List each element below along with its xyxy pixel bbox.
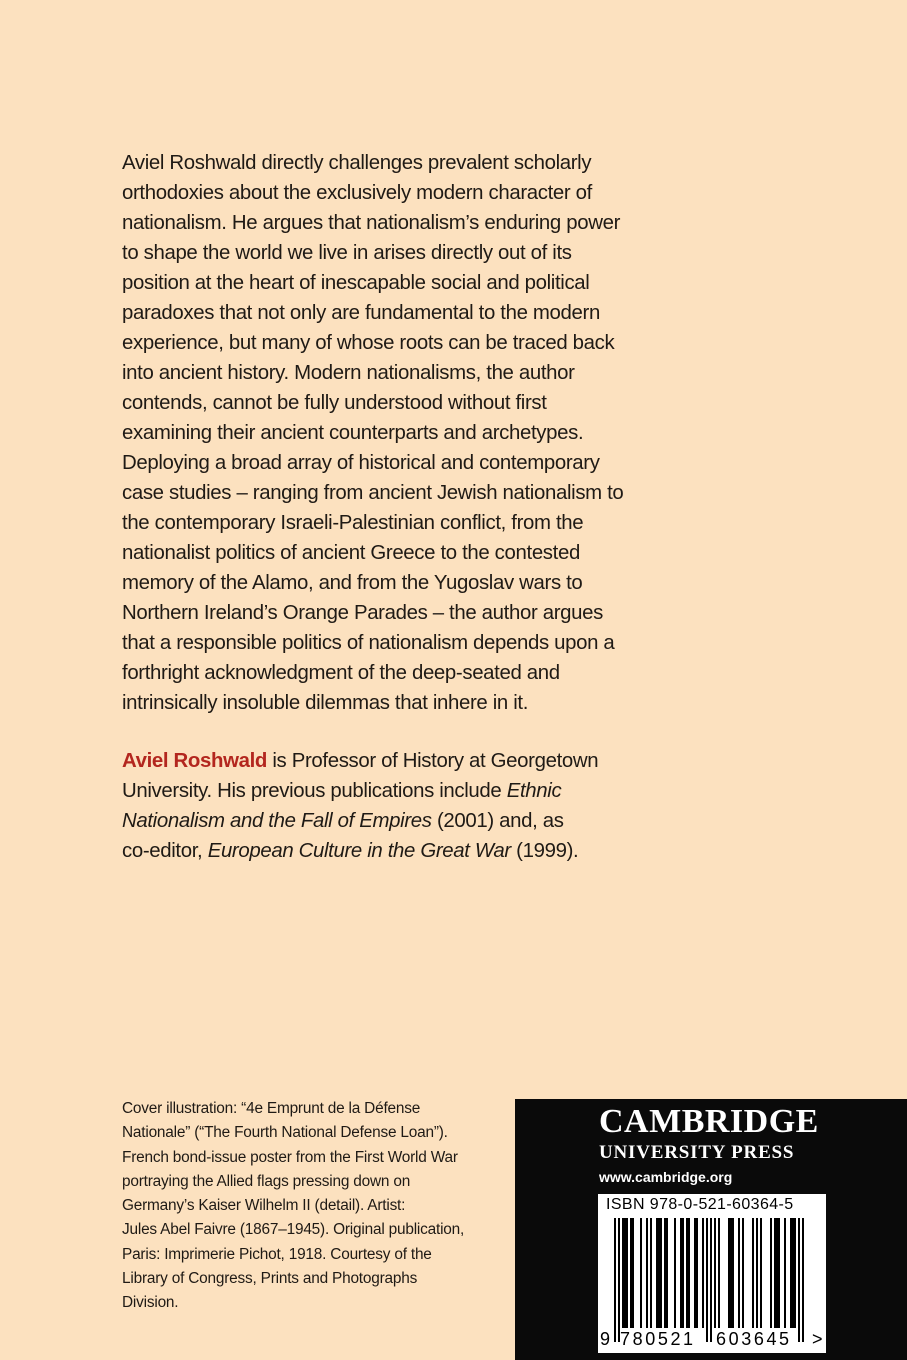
barcode-digits-left: 780521 [620, 1329, 696, 1349]
barcode-digits-right: 603645 [716, 1329, 792, 1349]
barcode-bar [776, 1218, 778, 1328]
barcode-bar [614, 1218, 616, 1342]
barcode-bar [770, 1218, 772, 1328]
barcode-bar [790, 1218, 792, 1328]
blurb-line: paradoxes that not only are fundamental to the modern [122, 302, 600, 324]
barcode-bar [618, 1218, 620, 1342]
cover-illustration-credit [122, 1097, 502, 1316]
author-bio [122, 746, 642, 866]
barcode-bar [738, 1218, 740, 1328]
credit-line: Jules Abel Faivre (1867–1945). Original publication, [122, 1221, 465, 1239]
barcode-bar [760, 1218, 762, 1328]
blurb-line: experience, but many of whose roots can be traced back [122, 332, 615, 354]
bio-line [122, 806, 642, 836]
publisher-url: www.cambridge.org [599, 1169, 733, 1185]
blurb-line: nationalist politics of ancient Greece to the contested [122, 542, 580, 564]
book-title: Nationalism and the Fall of Empires [122, 810, 432, 832]
barcode-bar [688, 1218, 690, 1328]
publisher-name: CAMBRIDGE [599, 1103, 819, 1140]
blurb-line: position at the heart of inescapable social and political [122, 272, 590, 294]
credit-line: Cover illustration: “4e Emprunt de la Défense [122, 1100, 421, 1117]
barcode-panel [598, 1194, 826, 1353]
blurb-line: into ancient history. Modern nationalisms, the author [122, 362, 575, 384]
barcode-bar [664, 1218, 666, 1328]
barcode-bar [756, 1218, 758, 1328]
barcode-bar [696, 1218, 698, 1328]
bio-text: is Professor of History at Georgetown [267, 750, 599, 772]
publisher-subtitle: UNIVERSITY PRESS [599, 1142, 795, 1163]
credit-line: Division. [122, 1294, 179, 1312]
blurb-line: Northern Ireland’s Orange Parades – the author argues [122, 602, 603, 624]
blurb-line: to shape the world we live in arises directly out of its [122, 242, 572, 264]
barcode-bar [702, 1218, 704, 1328]
book-title: Ethnic [506, 780, 562, 802]
barcode-bar [650, 1218, 652, 1328]
bio-line [122, 836, 642, 866]
barcode-bar [792, 1218, 794, 1328]
bio-text: co-editor, [122, 840, 208, 862]
blurb-line: Aviel Roshwald directly challenges prevalent scholarly [122, 152, 592, 174]
barcode-bar [686, 1218, 688, 1328]
publisher-box [515, 1099, 907, 1360]
barcode-bar [622, 1218, 624, 1328]
barcode-bar [728, 1218, 730, 1328]
credit-line: Library of Congress, Prints and Photographs [122, 1270, 418, 1288]
credit-line: Germany’s Kaiser Wilhelm II (detail). Artist: [122, 1197, 406, 1215]
barcode-bar [798, 1218, 800, 1342]
barcode-end-mark: > [812, 1329, 823, 1349]
barcode-bar [630, 1218, 632, 1328]
credit-line: Nationale” (“The Fourth National Defense Loan”). [122, 1124, 448, 1142]
barcode-bar [752, 1218, 754, 1328]
bio-text: (1999). [510, 840, 579, 862]
barcode-bar [742, 1218, 744, 1328]
credit-line: Paris: Imprimerie Pichot, 1918. Courtesy of the [122, 1245, 432, 1263]
blurb-line: forthright acknowledgment of the deep-seated and [122, 662, 560, 684]
isbn-label: ISBN 978-0-521-60364-5 [606, 1196, 794, 1213]
barcode-bar [710, 1218, 712, 1342]
barcode-bar [660, 1218, 662, 1328]
barcode-bar [802, 1218, 804, 1342]
barcode-bar [718, 1218, 720, 1328]
bio-line [122, 746, 642, 776]
barcode-bar [730, 1218, 732, 1328]
blurb-line: contends, cannot be fully understood without first [122, 392, 547, 414]
barcode-bar [674, 1218, 676, 1328]
barcode-bar [706, 1218, 708, 1342]
credit-line: French bond-issue poster from the First World War [122, 1148, 458, 1166]
barcode-bar [694, 1218, 696, 1328]
barcode-bar [732, 1218, 734, 1328]
barcode-bar [778, 1218, 780, 1328]
blurb-line: case studies – ranging from ancient Jewish nationalism to [122, 482, 624, 504]
blurb-line: Deploying a broad array of historical and contemporary [122, 452, 600, 474]
barcode-bar [640, 1218, 642, 1328]
blurb-line: orthodoxies about the exclusively modern character of [122, 182, 592, 204]
barcode-bar [774, 1218, 776, 1328]
bio-text: University. His previous publications include [122, 780, 507, 802]
barcode-bar [680, 1218, 682, 1328]
barcode-digit-first: 9 [600, 1329, 611, 1349]
barcode-bar [656, 1218, 658, 1328]
credit-line: portraying the Allied flags pressing down on [122, 1172, 411, 1190]
barcode-bar [682, 1218, 684, 1328]
barcode-bar [632, 1218, 634, 1328]
barcode-bar [624, 1218, 626, 1328]
barcode-bar [658, 1218, 660, 1328]
blurb-line: nationalism. He argues that nationalism’s enduring power [122, 212, 621, 234]
bio-text: (2001) and, as [431, 810, 564, 832]
author-name: Aviel Roshwald [122, 750, 268, 772]
bio-line [122, 776, 642, 806]
barcode-bar [666, 1218, 668, 1328]
blurb-line: examining their ancient counterparts and archetypes. [122, 422, 584, 444]
book-title: European Culture in the Great War [207, 840, 511, 862]
blurb-line: the contemporary Israeli-Palestinian conflict, from the [122, 512, 584, 534]
barcode-bar [646, 1218, 648, 1328]
barcode-bar [626, 1218, 628, 1328]
barcode-bar [794, 1218, 796, 1328]
blurb-line: that a responsible politics of nationalism depends upon a [122, 632, 615, 654]
blurb-line: intrinsically insoluble dilemmas that inhere in it. [122, 692, 529, 714]
barcode-bar [784, 1218, 786, 1328]
back-cover-blurb [122, 148, 642, 718]
blurb-line: memory of the Alamo, and from the Yugoslav wars to [122, 572, 583, 594]
barcode-bar [714, 1218, 716, 1328]
